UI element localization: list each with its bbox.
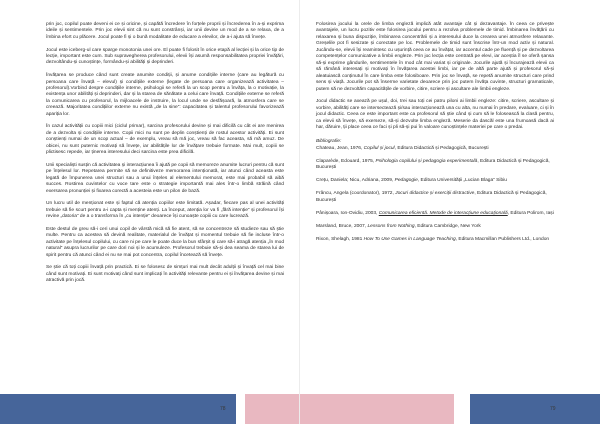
- footer-band-pink: [300, 394, 454, 424]
- paragraph: În cazul activității cu copiii mici (ciclul primar), sarcina profesorului devine și mai dificilă cu cât ei are menirea de a dezvolta și condițiile interne. Copii mici nu sunt pe deplin conștienți de rostul acestor activități. Ei sunt conștienți numai de un scop actual – de exemplu, vreau să mă joc, vreau să fac aceasta, să mă amuz. De obicei, nu sunt puternic motivați să învețe, iar abilitățile lor de învățare trebuie formate. Mai mult, copiii se plictisesc repede, iar ținerea interesului deci sarcina este prea dificilă.: [46, 124, 284, 156]
- paragraph: Jocul este iceberg-ul care sparge monotonia unei ore. El poate fi folosit în orice etapă al lecției și la orice tip de lecție, important este cum. Sub supravegherea profesorului, elevii își asumă responsabilitatea propriei învățări, dezvoltându-și cunoștințe, formându-și abilități și deprinderi.: [46, 47, 284, 66]
- reference-title: Comunicarea eficientă. Metode de interacțiune educațională: [378, 210, 508, 216]
- paragraph: Se știe că toți copiii învață prin practică. Ei se folosesc de simțuri mai mult decât adulții și învață cel mai bine când sunt motivați. Ei sunt motivați când sunt implicați în activități relevante pentru ei și învățarea devine și mai atractivă prin jocă.: [46, 265, 284, 284]
- footer-band-blue: [0, 394, 236, 424]
- bibliography-title: Bibliografie:: [316, 139, 342, 145]
- reference-author: Marsland, Bruce, 2007,: [316, 223, 368, 229]
- paragraph: Unii specialiști susțin că activitatea și interacțiunea îi ajută pe copii să memoreze anumite lucruri pentru că sunt pe înțelesul lor. Repetarea permite să se definitiveze memorarea intenționată, iar atunci când aceasta este legată de împunerea unei structuri sau a unui înțeles al elementului memorat, este mai probabil să aibă succes. Rostirea cuvintelor cu voce tare este o strategie importantă mai ales într-o limbă străină când exersarea pronunției și fixarea corectă a acesteia este un pilon de bază.: [46, 162, 284, 194]
- reference-title: Pedagogie: [394, 178, 418, 184]
- right-page: [300, 0, 600, 424]
- left-text-column: [46, 22, 284, 291]
- reference-author: Pânișoara, Ion-Ovidiu, 2003,: [316, 210, 379, 216]
- reference-author: Rixon, Shelagh, 1981: [316, 236, 364, 242]
- reference-item: [316, 211, 554, 217]
- page-number: 79: [550, 406, 556, 412]
- reference-author: Claparède, Edouard, 1975,: [316, 158, 376, 164]
- reference-item: [316, 237, 554, 243]
- reference-publisher: , Editura Didactică și Pedagogică, București: [316, 158, 550, 171]
- reference-publisher: , Editura Cambridge, New York: [414, 223, 481, 229]
- reference-title: How To Use Games in Language Teaching: [363, 236, 456, 242]
- reference-item: [316, 159, 554, 172]
- reference-title: Lessons from Nothing: [367, 223, 415, 229]
- reference-publisher: , Editura Didactică și Pedagogică, București: [316, 191, 547, 203]
- reference-publisher: , Editura Universității „Lucian Blaga” Sibiu: [417, 178, 507, 184]
- reference-publisher: , Editura Didactică și Pedagogică, București: [394, 145, 489, 151]
- paragraph: Un lucru util de menționat este și faptul că atenția copiilor este limitată. Așadar, fiecare pas al unei activități trebuie să fie scurt pentru a-i capta și menține atenți. La început, atenția lor va fi „fără intenție” și profesorul își revine „datoria” de a o transforma în „cu intenție” deoarece își cunoaște copiii cu care lucrează.: [46, 201, 284, 220]
- right-text-column: [316, 22, 554, 249]
- left-footer: [0, 394, 300, 424]
- reference-author: Frâncu, Angela (coordonator), 1972,: [316, 191, 396, 197]
- paragraph: Este destul de greu să-i ceri unui copil de vârstă mică să fie atent, să se concentreze să studieze sau să știe multe. Pentru ca acestea să devină realitate, materialul de învățat și momentul trebuie să fie incluse într-o activitate pe înțelesul copilului, cu care ni pe care le poate duce la bun sfârșit și care să-i atragă atenția „în mod natural” asupra lucrurilor pe care dori noi și le acumuleze. Profesorul trebuie să-și dea seama de starea lui de spirit pentru că atunci când ei nu se mai pot concentra, copilul încetează să învețe.: [46, 226, 285, 258]
- reference-item: [316, 146, 554, 152]
- reference-title: Psihologia copilului și pedagogia experimentală: [375, 158, 478, 164]
- reference-publisher: , Editura Macmillan Publishers Ltd., London: [455, 236, 550, 242]
- reference-item: [316, 178, 554, 184]
- reference-title: Jocuri didactice și exerciții distractive: [395, 191, 475, 197]
- reference-item: [316, 224, 554, 230]
- footer-band-blue: [470, 394, 600, 424]
- paragraph: prin joc, copilul poate deveni ei ce și oricine, și capătă încredere în forțele proprii și încrederea în a-și exprima ideile și sentimentele. Prin joc elevii sint că nu sunt constrânși, iar unii devine un mod de a se relaxa, de a îmbina efort cu plăcere. Jocul poate fi și o bună modalitate de educare a elevilor, de a-i ajuta să învețe.: [46, 22, 284, 40]
- bibliography-list: [316, 146, 554, 243]
- reference-title: Copilul și jocul: [363, 145, 395, 151]
- paragraph: Jocul didactic se axează pe ușul, doi, trei sau toți cei patru piloni ai limbii engleze: citire, scriere, ascultare și vorbire, abilități care se intersectează și/sau interacționează una cu alta, nu numai în predare, evaluare, ci și în jocul didactic. Ceea ce este important este ca profesorul să știe când și cum să le folosească la clasă pentru, ca elevii să învețe, să exerseze, să-și dezvolte limba engleză. Meserie da dascăl este una frumoasă dacă ai har, dăruire, ții place ceea ce faci și pli să-și pui în valoare cunoștințele materiei pe care o predai.: [316, 99, 554, 130]
- reference-item: [316, 191, 554, 204]
- paragraph: Învățarea se produce când sunt create anumite condiții, și anume condițiile interne (care au legătură cu persoana care învață – elevul) și condițiile externe (legate de persoana care organizează activitatea – profesorul).Vorbind despre condițiile interne, psihologii se referă la un scop pentru a învăța, la o motivație, la existența unor abilități și deprinderi, dar și la starea de sănătate a celui care învață. Condițiile externe se referă la comunicarea cu profesorul, la mijloacele de instruire, la locul unde se desfășoară, la atmosfera care se creează. Majoritatea condițiilor externe nu există „de la sine”: capacitatea și talentul profesorului favorizează apariția lor.: [46, 73, 284, 117]
- page-number: 78: [220, 406, 226, 412]
- right-footer: [300, 394, 600, 424]
- reference-author: Chateau, Jean, 1976,: [316, 145, 364, 151]
- reference-author: Crețu, Daniela; Nicu, Adriana, 2009,: [316, 178, 395, 184]
- paragraph: Folosirea jocului la orele de limba engleză implică atât avantaje cât și dezavantaje. În ceea ce privește avantajele, un lucru pozitiv este folosirea jocului pentru a rezolva problemele de timid. Îmbinarea învățării cu relaxarea și buna dispoziție, îmbinarea concentrării și a interesului duce la crearea unei atmosfere relaxante. Greșelile pot fi sesizate și corectate pe loc. Problemele de timid sunt înscrise într-un mod activ și natural. Jucându-se, elevii își reamintesc cu ușurință ceea ce au învățat, iar accentul cade pe fluență și pe dezvoltarea competențelor comunicative a limbii engleze. Prin joc lecția este centrată pe elevi, iar aceștia îl se oferă șansa să-și exprime gândurile, sentimentele în mod cât mai variat și originale. Jocurile ajută și încurajează elevii ca să rămână interesați și motivați în învățarea acestei limbi, iar pe de altă parte ajută și profesorul să-și aleatuiască conținutul în care limba este folosiboare. Prin joc se învață, se repetă anumite structuri care prind sens și viață. Jocurile pot să înserme varietate deoarece prin joc putem învăța cuvinte, structuri gramaticale, putem să ne dezvoltăm capacitățile de vorbire, citire, scriere și ascultare ale limbii engleze.: [316, 22, 554, 92]
- reference-publisher: , Editura Polirom, Iași: [507, 210, 554, 216]
- footer-band-pink: [245, 394, 300, 424]
